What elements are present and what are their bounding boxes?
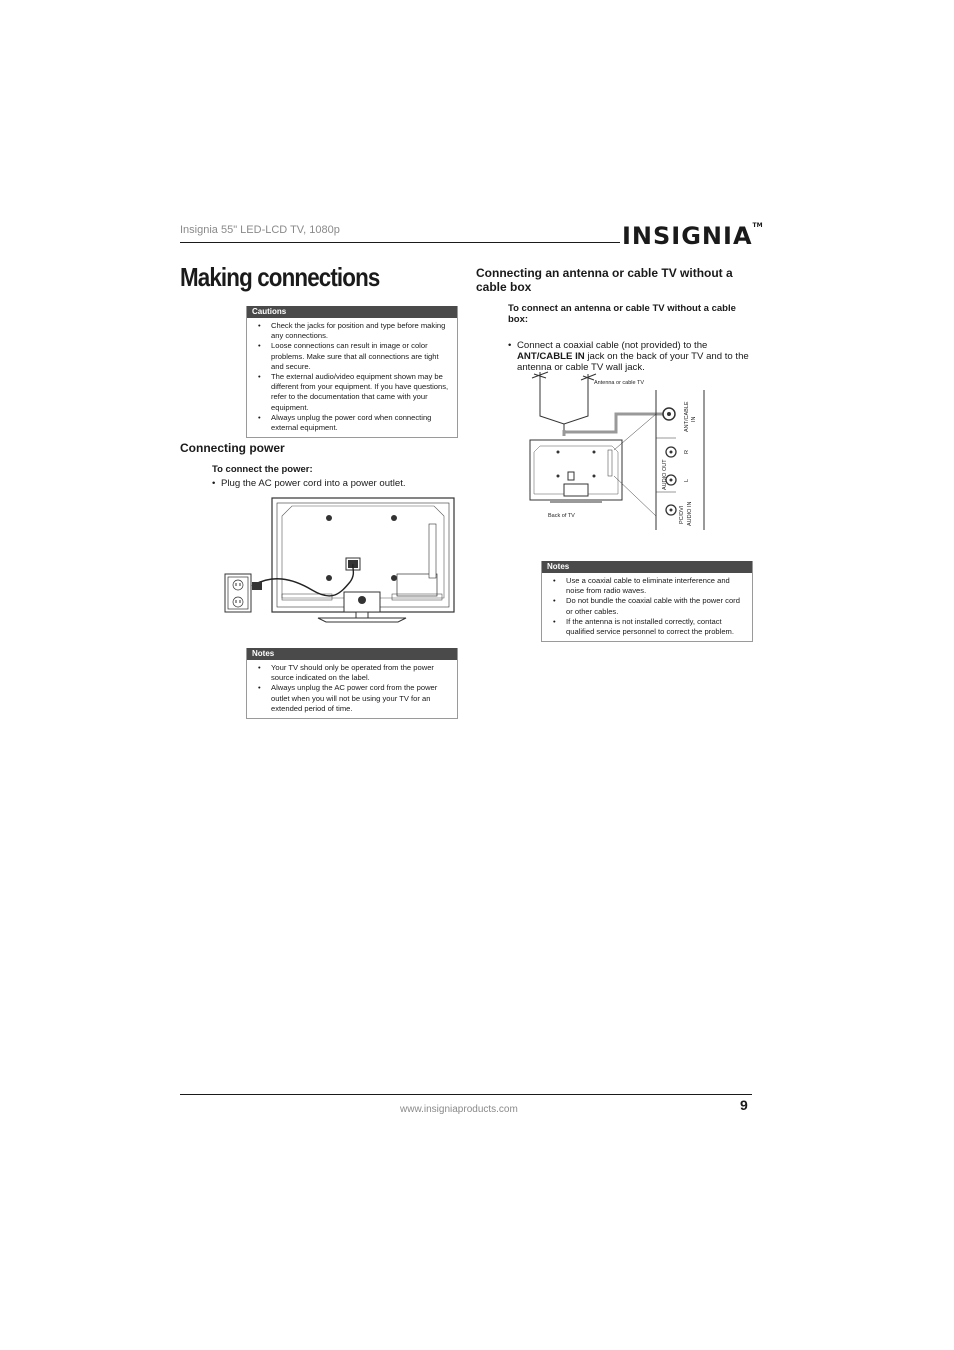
antenna-notes-box — [541, 561, 753, 642]
antenna-step-post: jack on the back of your TV and to the antenna or cable TV wall jack. — [517, 351, 749, 373]
power-note-item: • Your TV should only be operated from the power source indicated on the label. — [271, 663, 451, 683]
caution-item: • Always unplug the power cord when connecting external equipment. — [271, 413, 451, 433]
power-plug-icon — [252, 582, 262, 590]
port-ant-label: ANT/CABLE — [684, 401, 690, 432]
power-heading: Connecting power — [180, 441, 285, 455]
power-subheading: To connect the power: — [212, 464, 313, 475]
antenna-note-item: • Do not bundle the coaxial cable with the power cord or other cables. — [566, 596, 746, 616]
header-rule — [180, 242, 620, 243]
brand-logo — [622, 222, 763, 250]
antenna-subheading: To connect an antenna or cable TV without a cable box: — [508, 303, 736, 325]
port-audio-in-label: AUDIO IN — [687, 501, 693, 526]
antenna-connection-diagram — [526, 366, 716, 534]
jack-panel — [656, 390, 704, 530]
page-number: 9 — [740, 1097, 748, 1113]
brand-tm: TM — [752, 222, 763, 229]
page-title: Making connections — [180, 262, 380, 292]
antenna-label: Antenna or cable TV — [594, 380, 645, 386]
back-of-tv-label: Back of TV — [548, 513, 575, 519]
power-notes-list — [247, 660, 457, 718]
footer-rule — [180, 1094, 752, 1095]
power-note-item: • Always unplug the AC power cord from the power outlet when you will not be using your TV for an extended period of time. — [271, 683, 451, 714]
tv-back-icon — [272, 498, 454, 622]
cautions-box — [246, 306, 458, 438]
cautions-heading: Cautions — [247, 306, 457, 318]
footer-url: www.insigniaproducts.com — [400, 1104, 518, 1115]
port-r-label: R — [684, 450, 690, 454]
port-l-label: L — [684, 478, 690, 482]
power-notes-box — [246, 648, 458, 719]
antenna-icon — [532, 372, 596, 404]
brand-logo-text: INSIGNIA — [622, 222, 753, 250]
tv-back-small-icon — [530, 440, 622, 502]
header-product: Insignia 55" LED-LCD TV, 1080p — [180, 224, 340, 236]
power-notes-heading: Notes — [247, 648, 457, 660]
antenna-note-item: • If the antenna is not installed correctly, contact qualified service personnel to correct the problem. — [566, 617, 746, 637]
antenna-step-pre: Connect a coaxial cable (not provided) to the — [517, 340, 708, 351]
cautions-list — [247, 318, 457, 437]
antenna-notes-list — [542, 573, 752, 641]
antenna-heading: Connecting an antenna or cable TV without a cable box — [476, 266, 733, 294]
antenna-note-item: • Use a coaxial cable to eliminate interference and noise from radio waves. — [566, 576, 746, 596]
port-pcdvi-label: PC/DVI — [679, 505, 685, 524]
port-audio-out-label: AUDIO OUT — [662, 459, 668, 490]
power-outlet-icon — [225, 574, 251, 612]
caution-item: • Check the jacks for position and type before making any connections. — [271, 321, 451, 341]
caution-item: • The external audio/video equipment shown may be different from your equipment. If you have questions, refer to the documentation that came with your equipment. — [271, 372, 451, 413]
antenna-notes-heading: Notes — [542, 561, 752, 573]
port-ant-in-label: IN — [691, 416, 697, 422]
power-step: • Plug the AC power cord into a power outlet. — [212, 478, 461, 489]
tv-power-illustration — [222, 494, 458, 626]
antenna-step-jack: ANT/CABLE IN — [517, 351, 585, 362]
caution-item: • Loose connections can result in image or color problems. Make sure that all connections are tight and secure. — [271, 341, 451, 372]
